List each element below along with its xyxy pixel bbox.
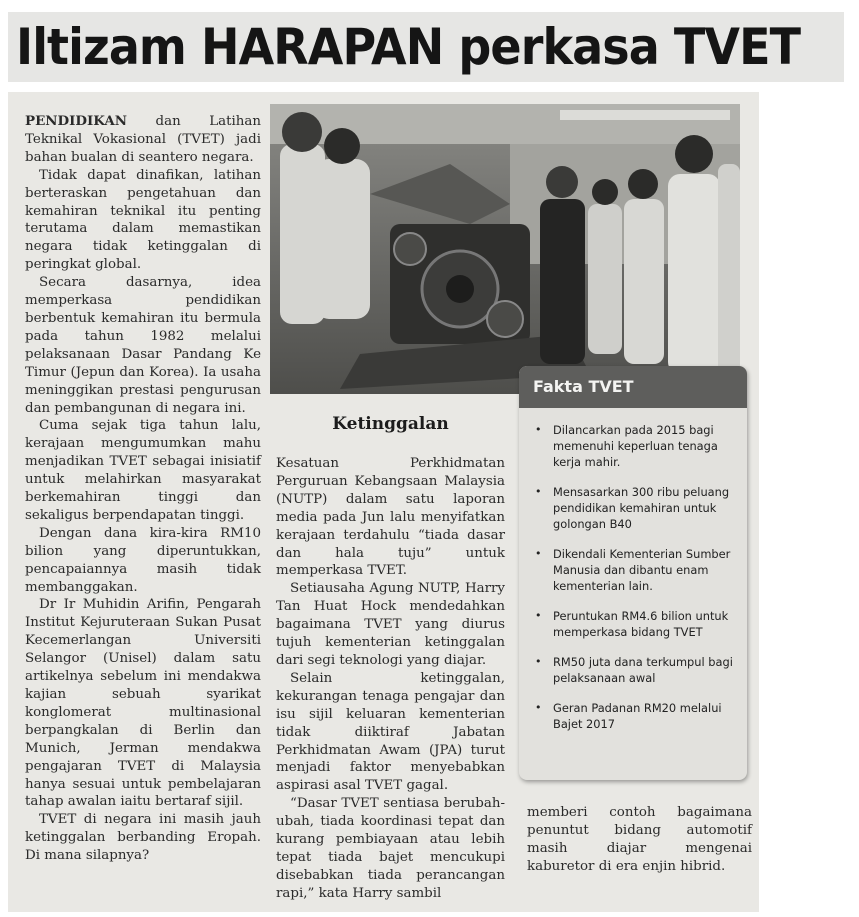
bullet-icon: • bbox=[535, 609, 542, 622]
workshop-photo bbox=[270, 104, 740, 394]
column-2 bbox=[276, 455, 505, 903]
headline: Iltizam HARAPAN perkasa TVET bbox=[16, 18, 801, 76]
fact-text: RM50 juta dana terkumpul bagi pelaksanaan awal bbox=[553, 655, 733, 685]
paragraph-8: Kesatuan Perkhidmatan Perguruan Kebangsaan Malaysia (NUTP) dalam satu laporan media pada Jun lalu menyifatkan kerajaan terdahulu “tiada dasar dan hala tuju” untuk memperkasa TVET. bbox=[276, 456, 505, 579]
paragraph-9: Setiausaha Agung NUTP, Harry Tan Huat Hock mendedahkan bagaimana TVET yang diurus tujuh kementerian ketinggalan dari segi teknologi yang diajar. bbox=[276, 581, 505, 668]
paragraph-2: Tidak dapat dinafikan, latihan berteraskan pengetahuan dan kemahiran teknikal itu penting terutama dalam memastikan negara tidak ketinggalan di peringkat global. bbox=[25, 167, 261, 273]
fact-box bbox=[519, 366, 747, 780]
workshop-photo-illustration bbox=[270, 104, 740, 394]
paragraph-11: “Dasar TVET sentiasa berubah-ubah, tiada koordinasi tepat dan kurang pembiayaan atau lebih tepat tiada bajet mencukupi disebabkan tiada perancangan rapi,” kata Harry sambil bbox=[276, 796, 505, 901]
fact-item bbox=[535, 484, 739, 532]
column-1 bbox=[25, 113, 261, 865]
bullet-icon: • bbox=[535, 655, 542, 668]
bullet-icon: • bbox=[535, 701, 542, 714]
column-3 bbox=[527, 804, 752, 876]
paragraph-10: Selain ketinggalan, kekurangan tenaga pengajar dan isu sijil keluaran kementerian tidak diiktiraf Jabatan Perkhidmatan Awam (JPA) turut menjadi faktor menyebabkan aspirasi asal TVET gagal. bbox=[276, 670, 505, 794]
bullet-icon: • bbox=[535, 485, 542, 498]
bullet-icon: • bbox=[535, 423, 542, 436]
paragraph-3: Secara dasarnya, idea memperkasa pendidikan berbentuk kemahiran itu bermula pada tahun 1982 melalui pelaksanaan Dasar Pandang Ke Timur (Jepun dan Korea). Ia usaha meninggikan prestasi pengurusan dan pembangunan di negara ini. bbox=[25, 275, 261, 416]
fact-item bbox=[535, 700, 739, 732]
lead-word: PENDIDIKAN bbox=[25, 113, 127, 129]
paragraph-1 bbox=[25, 113, 261, 167]
fact-item bbox=[535, 422, 739, 470]
paragraph-6: Dr Ir Muhidin Arifin, Pengarah Institut Kejuruteraan Sukan Pusat Kecemerlangan Universiti Selangor (Unisel) dalam satu artikelnya sebelum ini mendakwa kajian sebuah syarikat konglomerat multinasional berpangkalan di Berlin dan Munich, Jerman mendakwa pengajaran TVET di Malaysia hanya sesuai untuk pembelajaran tahap awalan iaitu bertaraf sijil. bbox=[25, 597, 261, 810]
paragraph-7: TVET di negara ini masih jauh ketinggalan berbanding Eropah. Di mana silapnya? bbox=[25, 812, 261, 864]
fact-box-title: Fakta TVET bbox=[519, 366, 747, 408]
fact-text: Dikendali Kementerian Sumber Manusia dan dibantu enam kementerian lain. bbox=[553, 547, 731, 593]
paragraph-4: Cuma sejak tiga tahun lalu, kerajaan mengumumkan mahu menjadikan TVET sebagai inisiatif untuk melahirkan masyarakat berkemahiran tinggi dan sekaligus berpendapatan tinggi. bbox=[25, 418, 261, 523]
paragraph-5: Dengan dana kira-kira RM10 bilion yang diperuntukkan, pencapaiannya masih tidak membanggakan. bbox=[25, 525, 261, 595]
fact-text: Geran Padanan RM20 melalui Bajet 2017 bbox=[553, 701, 722, 731]
paragraph-1-text: dan Latihan Teknikal Vokasional (TVET) jadi bahan bualan di seantero negara. bbox=[25, 114, 261, 165]
fact-text: Dilancarkan pada 2015 bagi memenuhi keperluan tenaga kerja mahir. bbox=[553, 423, 718, 469]
subheading: Ketinggalan bbox=[332, 414, 449, 434]
fact-item bbox=[535, 546, 739, 594]
fact-list bbox=[519, 408, 747, 732]
bullet-icon: • bbox=[535, 547, 542, 560]
fact-text: Peruntukan RM4.6 bilion untuk memperkasa bidang TVET bbox=[553, 609, 729, 639]
paragraph-12: memberi contoh bagaimana penuntut bidang automotif masih diajar mengenai kaburetor di era enjin hibrid. bbox=[527, 805, 752, 874]
fact-text: Mensasarkan 300 ribu peluang pendidikan kemahiran untuk golongan B40 bbox=[553, 485, 730, 531]
fact-item bbox=[535, 654, 739, 686]
fact-item bbox=[535, 608, 739, 640]
